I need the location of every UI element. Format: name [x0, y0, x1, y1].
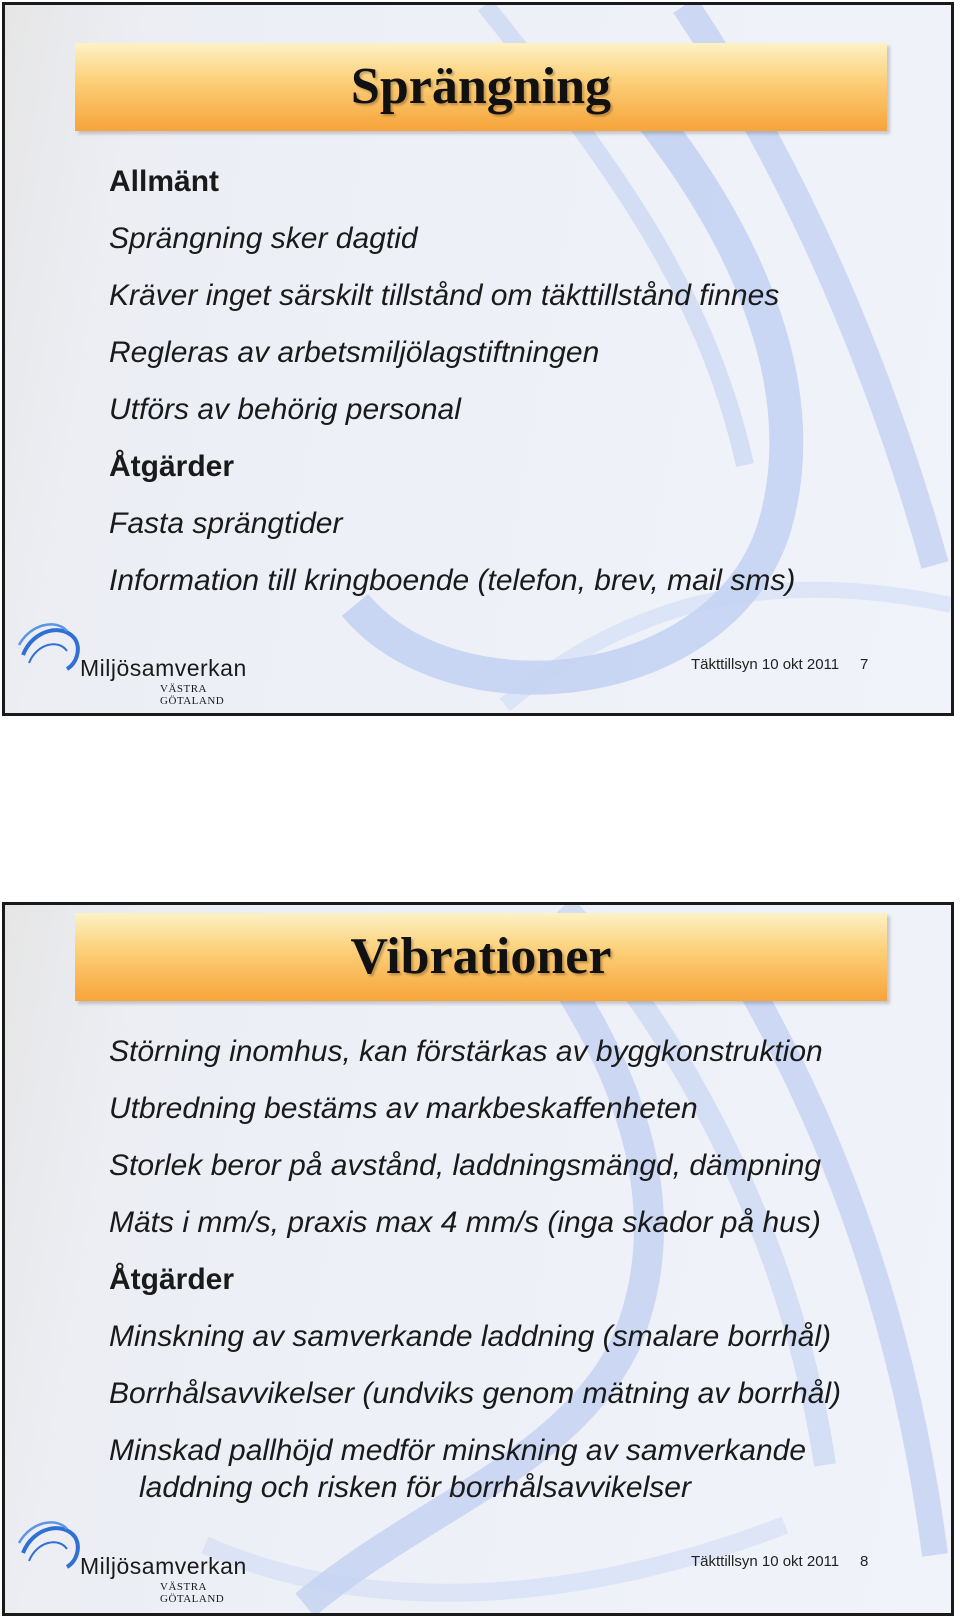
title-bar	[75, 43, 887, 131]
bullet-line: Storlek beror på avstånd, laddningsmängd, dämpning	[109, 1149, 822, 1182]
bullet-line-multiline	[109, 1432, 921, 1506]
bullet-line: Information till kringboende (telefon, brev, mail sms)	[109, 564, 796, 597]
bullet-line: Mäts i mm/s, praxis max 4 mm/s (inga skador på hus)	[109, 1206, 821, 1239]
bullet-line-part: Minskad pallhöjd medför minskning av samverkande	[109, 1434, 807, 1467]
slide-vibrationer	[2, 902, 954, 1616]
bullet-line: Utförs av behörig personal	[109, 393, 461, 426]
page-number: 8	[860, 1553, 869, 1570]
bullet-line-continuation: laddning och risken för borrhålsavvikelser	[139, 1471, 691, 1504]
footer-text: Täkttillsyn 10 okt 2011	[691, 656, 840, 673]
logo-name: Miljösamverkan	[80, 655, 247, 681]
bullet-line: Kräver inget särskilt tillstånd om täkttillstånd finnes	[109, 279, 780, 312]
section-heading-atgarder: Åtgärder	[109, 450, 235, 483]
logo-subtitle: VÄSTRA GÖTALAND	[160, 1581, 225, 1605]
bullet-line: Sprängning sker dagtid	[109, 222, 418, 255]
bullet-line: Regleras av arbetsmiljölagstiftningen	[109, 336, 600, 369]
section-heading-allmant: Allmänt	[109, 165, 220, 198]
bullet-line: Störning inomhus, kan förstärkas av byggkonstruktion	[109, 1035, 823, 1068]
logo-name: Miljösamverkan	[80, 1553, 247, 1579]
slide-sprangning	[2, 2, 954, 716]
title-bar	[75, 913, 887, 1001]
bullet-line: Borrhålsavvikelser (undviks genom mätning av borrhål)	[109, 1377, 841, 1410]
logo-subtitle: VÄSTRA GÖTALAND	[160, 683, 225, 707]
bullet-line: Fasta sprängtider	[109, 507, 343, 540]
bullet-line: Minskning av samverkande laddning (smalare borrhål)	[109, 1320, 832, 1353]
logo	[15, 1513, 265, 1605]
bullet-line: Utbredning bestäms av markbeskaffenheten	[109, 1092, 698, 1125]
page-number: 7	[860, 656, 869, 673]
slide-content	[109, 1033, 921, 1506]
slide-content	[109, 163, 921, 619]
section-heading-atgarder: Åtgärder	[109, 1263, 235, 1296]
slide-title: Vibrationer	[350, 928, 612, 985]
logo	[15, 615, 265, 707]
footer-text: Täkttillsyn 10 okt 2011	[691, 1553, 840, 1570]
slide-title: Sprängning	[350, 58, 612, 115]
